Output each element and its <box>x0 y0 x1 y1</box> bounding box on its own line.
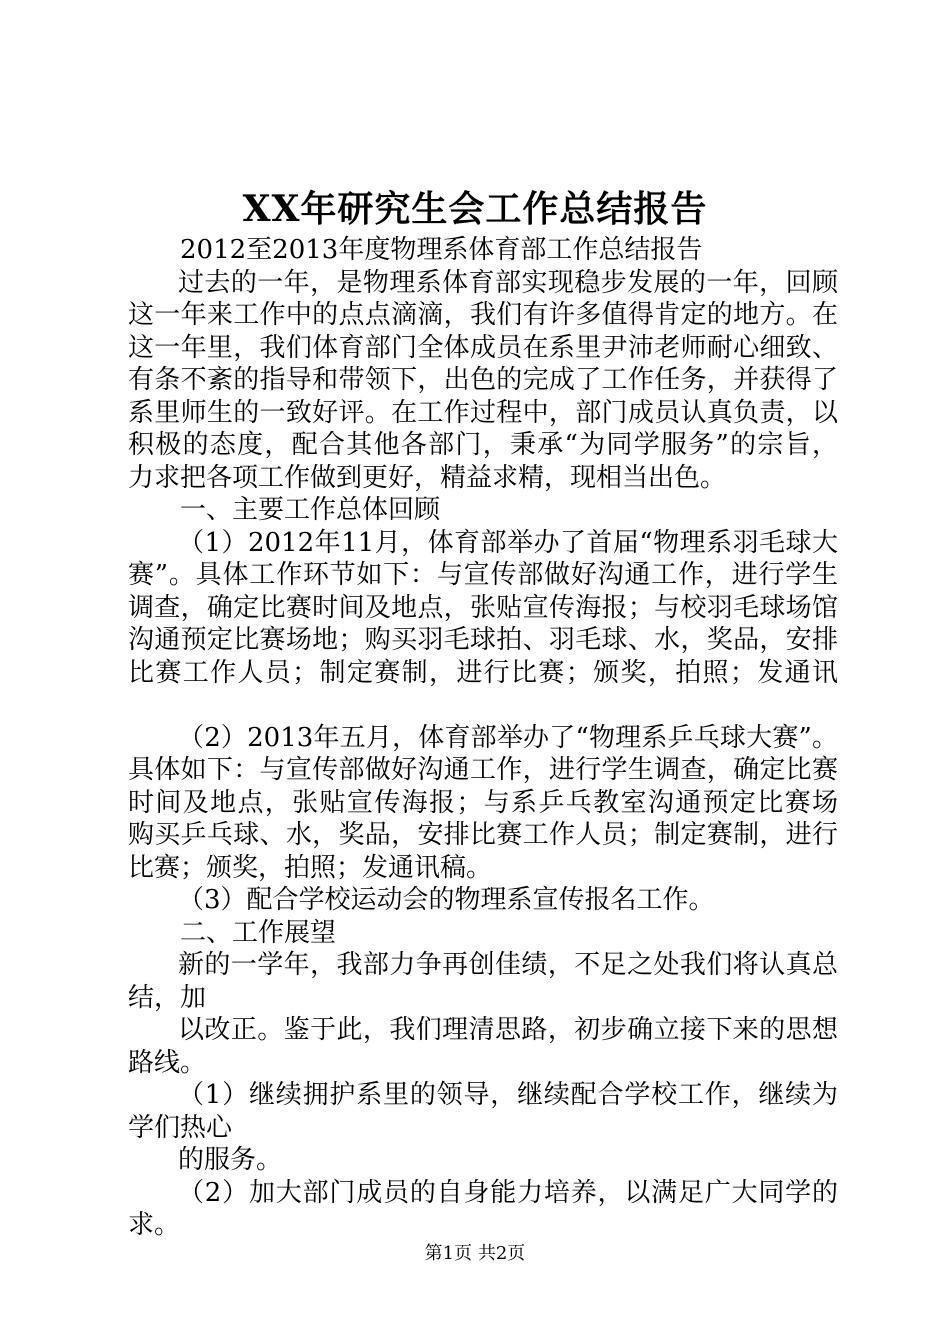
paragraph-line: 新的一学年，我部力争再创佳绩，不足之处我们将认真总 <box>178 950 838 980</box>
paragraph-line: 二、工作展望 <box>180 917 337 948</box>
paragraph-line: （1）2012年11月，体育部举办了首届“物理系羽毛球大 <box>178 527 838 558</box>
document-body <box>128 234 838 1242</box>
paragraph-line: 这一年里，我们体育部门全体成员在系里尹沛老师耐心细致、 <box>128 332 838 363</box>
paragraph-line: 比赛；颁奖，拍照；发通讯稿。 <box>128 852 493 883</box>
paragraph-line: 力求把各项工作做到更好，精益求精，现相当出色。 <box>128 462 727 493</box>
paragraph-line: 学们热心 <box>128 1112 233 1143</box>
paragraph-line: 一、主要工作总体回顾 <box>180 495 441 525</box>
paragraph-line: 以改正。鉴于此，我们理清思路，初步确立接下来的思想 <box>178 1015 838 1045</box>
paragraph-line: 2012至2013年度物理系体育部工作总结报告 <box>180 235 703 265</box>
paragraph-line: 赛”。具体工作环节如下：与宣传部做好沟通工作，进行学生 <box>128 560 838 590</box>
paragraph-line: 这一年来工作中的点点滴滴，我们有许多值得肯定的地方。在 <box>128 300 838 330</box>
paragraph-line: 沟通预定比赛场地；购买羽毛球拍、羽毛球、水，奖品，安排 <box>128 625 838 655</box>
paragraph-line: 比赛工作人员；制定赛制，进行比赛；颁奖，拍照；发通讯 <box>128 657 838 688</box>
paragraph-line: 路线。 <box>128 1047 207 1078</box>
paragraph-line: 过去的一年，是物理系体育部实现稳步发展的一年，回顾 <box>178 267 838 298</box>
paragraph-line: 时间及地点，张贴宣传海报；与系乒乓教室沟通预定比赛场 <box>128 787 838 818</box>
page-footer: 第1页 共2页 <box>424 1243 526 1264</box>
document-title: XX年研究生会工作总结报告 <box>242 188 708 230</box>
paragraph-line: （2）2013年五月，体育部举办了“物理系乒乓球大赛”。 <box>178 722 838 753</box>
paragraph-line: 购买乒乓球、水，奖品，安排比赛工作人员；制定赛制，进行 <box>128 820 838 850</box>
paragraph-line: （3）配合学校运动会的物理系宣传报名工作。 <box>178 885 715 915</box>
paragraph-line: 结，加 <box>128 982 207 1013</box>
paragraph-line: 积极的态度，配合其他各部门，秉承“为同学服务”的宗旨， <box>128 430 838 460</box>
paragraph-line: （2）加大部门成员的自身能力培养，以满足广大同学的 <box>178 1177 838 1208</box>
paragraph-line: 系里师生的一致好评。在工作过程中，部门成员认真负责，以 <box>128 397 838 428</box>
paragraph-line: （1）继续拥护系里的领导，继续配合学校工作，继续为 <box>178 1080 838 1110</box>
paragraph-line: 的服务。 <box>178 1145 283 1175</box>
paragraph-line: 具体如下：与宣传部做好沟通工作，进行学生调查，确定比赛 <box>128 755 838 785</box>
paragraph-line: 求。 <box>128 1210 181 1240</box>
paragraph-line: 调查，确定比赛时间及地点，张贴宣传海报；与校羽毛球场馆 <box>128 592 838 623</box>
blank-line <box>128 689 838 722</box>
paragraph-line: 有条不紊的指导和带领下，出色的完成了工作任务，并获得了 <box>128 365 838 395</box>
